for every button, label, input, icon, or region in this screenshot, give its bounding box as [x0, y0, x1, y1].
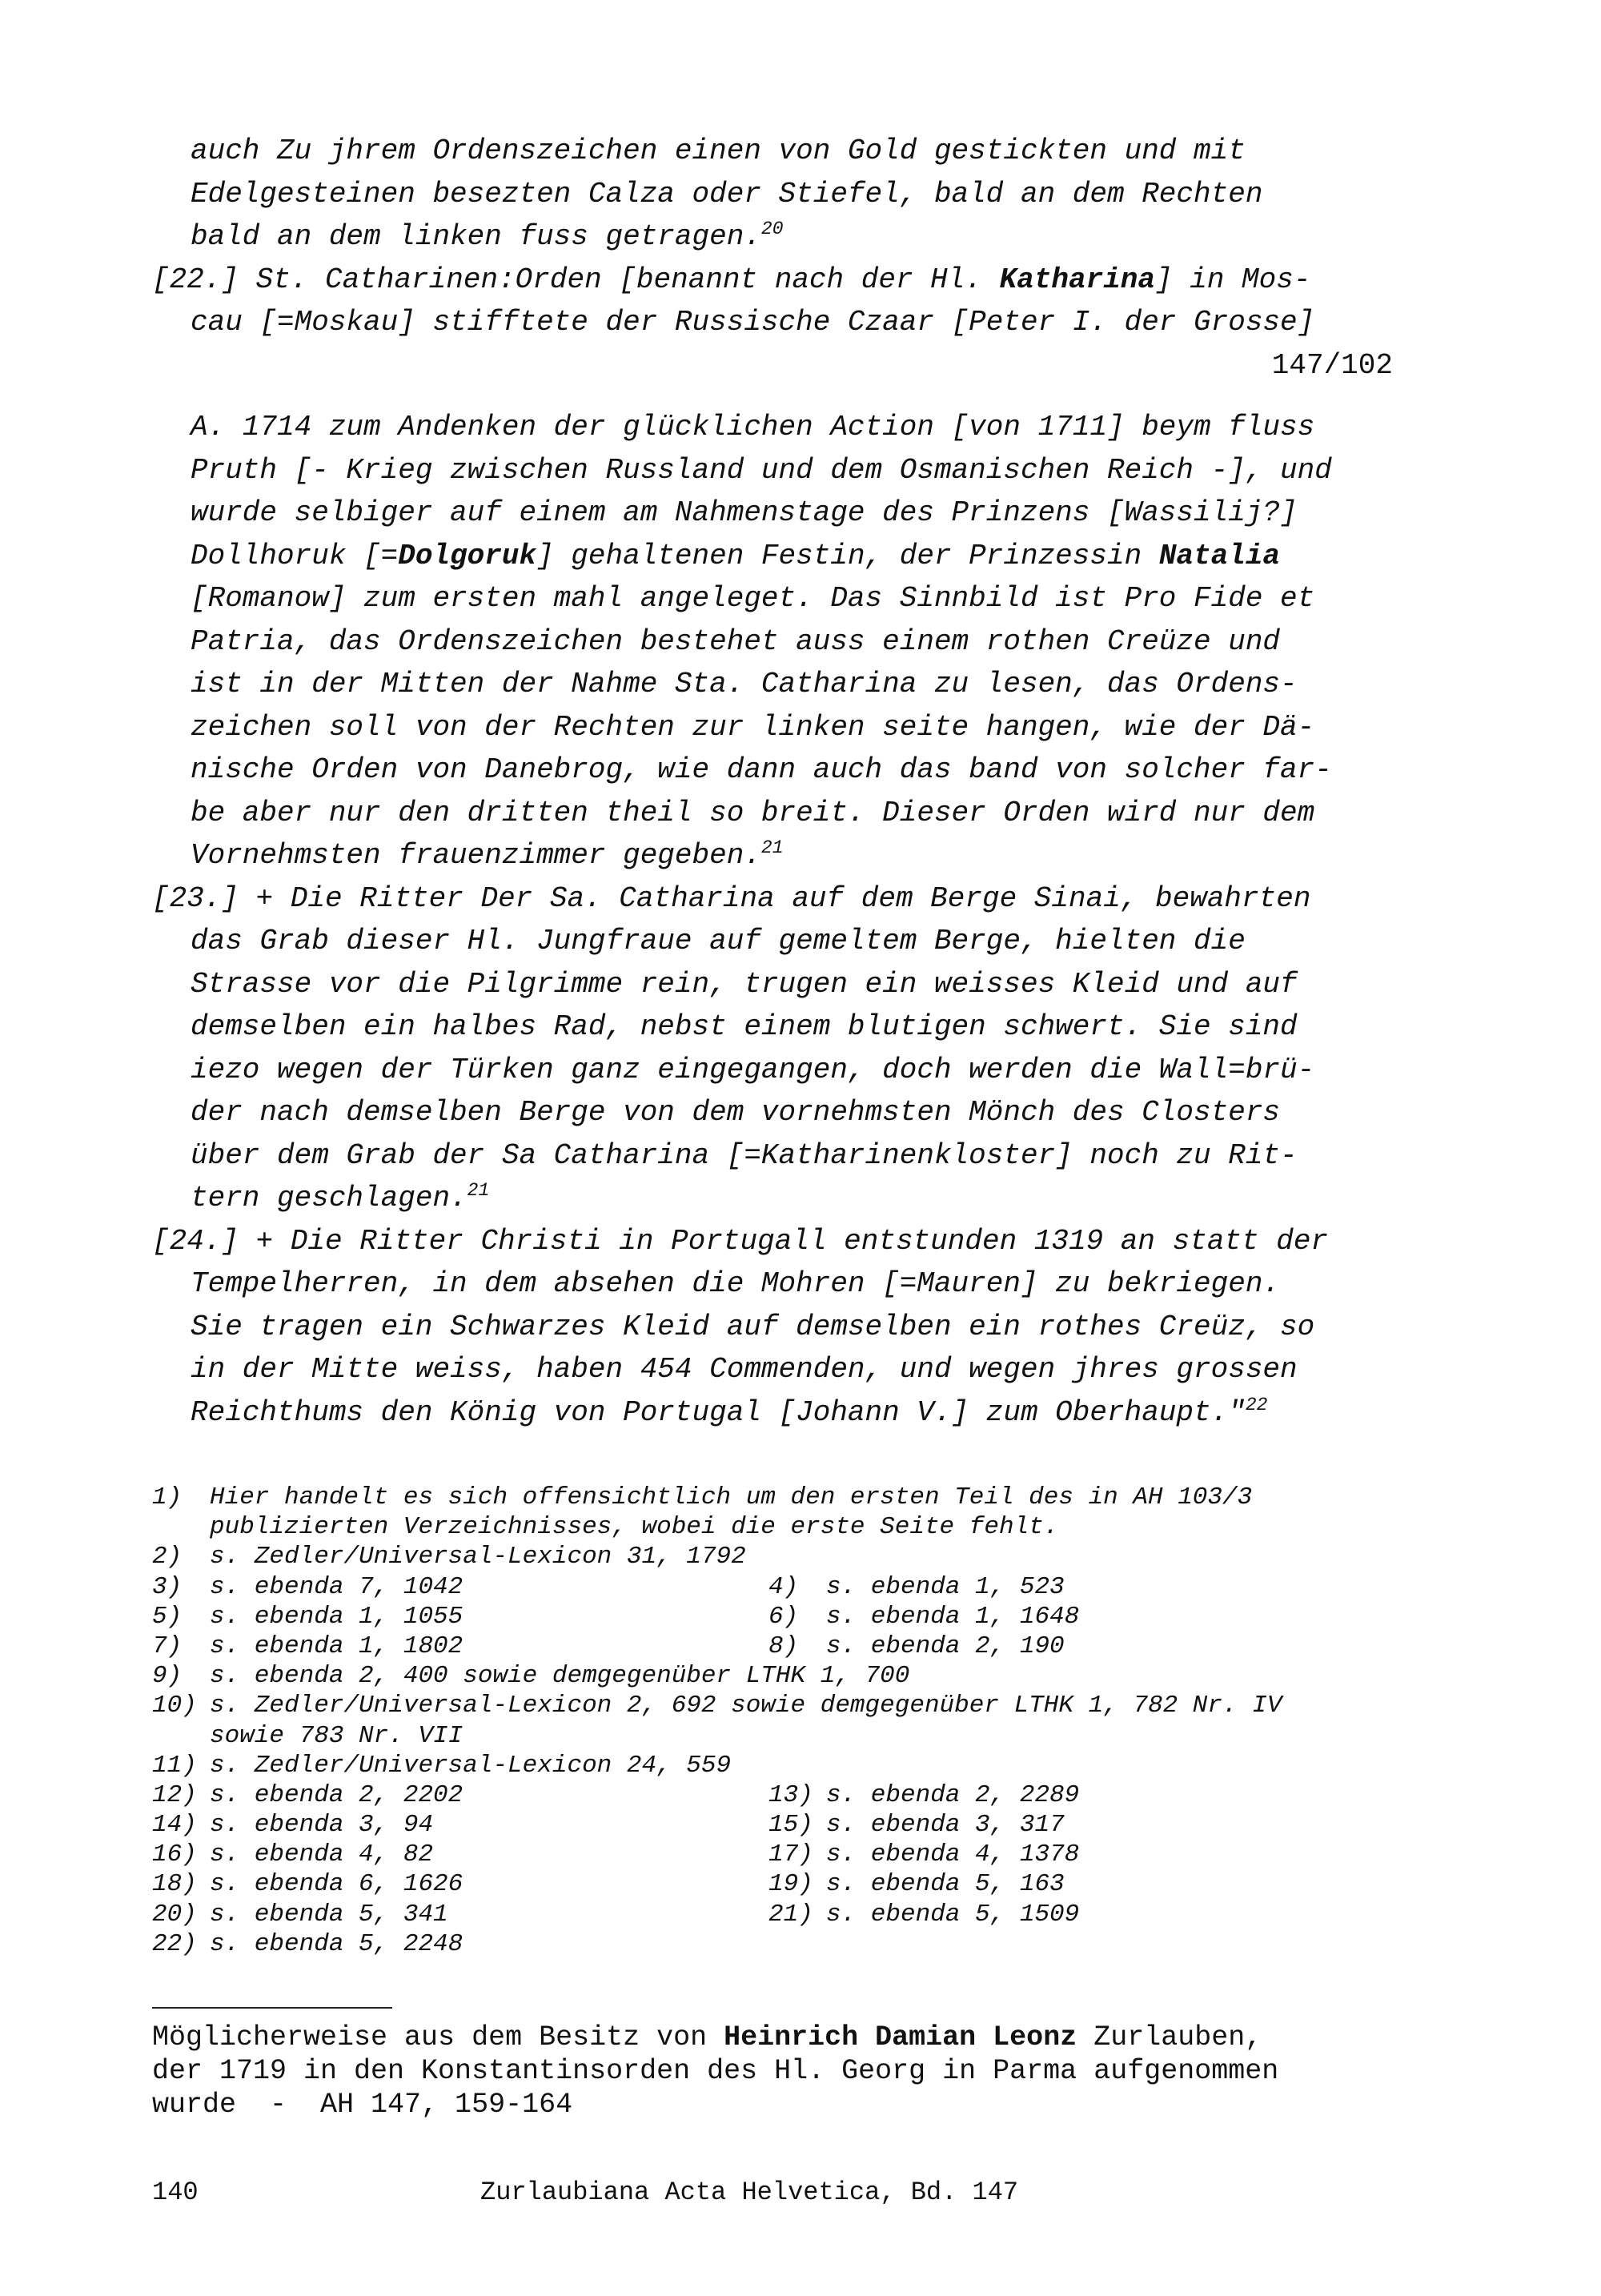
text-line: Patria, das Ordenszeichen bestehet auss einem rothen Creüze und: [191, 624, 1281, 658]
footnote-text: s. ebenda 5, 163: [826, 1870, 1065, 1899]
footnote-number: 9): [152, 1662, 183, 1691]
text-line: zeichen soll von der Rechten zur linken seite hangen, wie der Dä-: [191, 710, 1315, 744]
footnote-cell: [768, 1869, 1385, 1899]
name-katharina: Katharina: [999, 263, 1156, 296]
text-line: ist in der Mitten der Nahme Sta. Catharina zu lesen, das Ordens-: [191, 668, 1298, 700]
footnote-cell: [768, 1572, 1385, 1602]
footnote-cell: [768, 1810, 1385, 1840]
footnote-text: s. ebenda 5, 341: [210, 1900, 448, 1929]
footnote-list: [152, 1483, 1393, 1959]
text-span: Zurlauben,: [1077, 2021, 1262, 2053]
footnote-cell: [152, 1780, 768, 1810]
footnote-number: 3): [152, 1572, 183, 1601]
footnote-text: s. ebenda 2, 2289: [826, 1780, 1080, 1809]
note-line: wurde - AH 147, 159-164: [152, 2089, 573, 2121]
text-span: tern geschlagen.: [191, 1182, 467, 1214]
text-span: Möglicherweise aus dem Besitz von: [152, 2021, 724, 2053]
footnote-text: s. ebenda 1, 1648: [826, 1602, 1080, 1631]
text-line: [152, 1177, 1393, 1220]
text-line: wurde selbiger auf einem am Nahmenstage des Prinzens [Wassilij?]: [191, 496, 1298, 529]
footnote-ref: 22: [1245, 1394, 1268, 1415]
entry-23-heading: [23.] + Die Ritter Der Sa. Catharina auf dem Berge Sinai, bewahrten: [152, 881, 1311, 915]
footnote-number: 21): [768, 1900, 813, 1929]
footnote-row: [152, 1900, 1393, 1929]
footnote-cell: [768, 1900, 1385, 1929]
footnote-row: [152, 1810, 1393, 1840]
text-line: über dem Grab der Sa Catharina [=Katharinenkloster] noch zu Rit-: [191, 1138, 1298, 1172]
text-line: [152, 215, 1393, 259]
footnote-row: [152, 1512, 1393, 1542]
spacer: [152, 387, 1393, 406]
text-line: Sie tragen ein Schwarzes Kleid auf demselben ein rothes Creüz, so: [191, 1310, 1315, 1343]
text-line: iezo wegen der Türken ganz eingegangen, doch werden die Wall=brü-: [191, 1053, 1315, 1086]
footnote-cell: [152, 1602, 768, 1632]
text-line: [Romanow] zum ersten mahl angeleget. Das Sinnbild ist Pro Fide et: [191, 582, 1315, 615]
footnote-row: [152, 1721, 1393, 1751]
footnote-number: 19): [768, 1870, 813, 1899]
text-line: demselben ein halbes Rad, nebst einem blutigen schwert. Sie sind: [191, 1010, 1298, 1043]
text-span: bald an dem linken fuss getragen.: [191, 220, 761, 253]
footnote-text: s. Zedler/Universal-Lexicon 2, 692 sowie demgegenüber LTHK 1, 782 Nr. IV: [210, 1692, 1282, 1720]
text-line: cau [=Moskau] stifftete der Russische Czaar [Peter I. der Grosse]: [191, 306, 1315, 339]
footnote-ref: 21: [760, 837, 784, 858]
footnote-number: 13): [768, 1780, 813, 1809]
footnote-text: s. ebenda 2, 2202: [210, 1780, 463, 1809]
footnote-row: [152, 1542, 1393, 1571]
footnote-text: s. ebenda 3, 317: [826, 1811, 1065, 1840]
entry-22-heading: [152, 259, 1393, 302]
text-line: [152, 535, 1393, 578]
footnote-number: 17): [768, 1840, 813, 1869]
footnote-row: [152, 1869, 1393, 1899]
text-span: [22.] St. Catharinen:Orden [benannt nach der Hl.: [152, 263, 1000, 296]
text-line: der nach demselben Berge von dem vornehmsten Mönch des Closters: [191, 1096, 1281, 1129]
name-dolgoruk: Dolgoruk: [398, 539, 537, 572]
footnote-row: [152, 1751, 1393, 1780]
footnote-separator: [152, 2007, 392, 2009]
footnote-text: s. ebenda 2, 400 sowie demgegenüber LTHK 1, 700: [210, 1662, 910, 1691]
footnote-number: 20): [152, 1900, 197, 1929]
text-line: nische Orden von Danebrog, wie dann auch das band von solcher far-: [191, 753, 1332, 786]
editorial-note: [152, 2021, 1401, 2121]
footnote-row: [152, 1691, 1393, 1720]
footnote-text: s. ebenda 4, 1378: [826, 1840, 1080, 1869]
footnote-row: [152, 1602, 1393, 1632]
footnote-ref: 20: [760, 219, 784, 239]
footnote-number: 10): [152, 1692, 197, 1720]
footnote-number: 7): [152, 1632, 183, 1660]
footnote-number: 18): [152, 1870, 197, 1899]
text-span: Reichthums den König von Portugal [Johann V.] zum Oberhaupt.": [191, 1395, 1246, 1429]
footnote-cell: [152, 1869, 768, 1899]
footnote-row: [152, 1632, 1393, 1661]
entry-24-heading: [24.] + Die Ritter Christi in Portugall entstunden 1319 an statt der: [152, 1224, 1329, 1258]
footnote-cell: [768, 1632, 1385, 1661]
footnote-number: 6): [768, 1602, 799, 1631]
text-line: Edelgesteinen besezten Calza oder Stiefel, bald an dem Rechten: [191, 177, 1263, 211]
text-line: Strasse vor die Pilgrimme rein, trugen ein weisses Kleid und auf: [191, 967, 1298, 1001]
footnote-number-spacer: [152, 1721, 210, 1751]
footnote-text: s. ebenda 5, 2248: [210, 1929, 463, 1958]
footnote-row: [152, 1572, 1393, 1602]
footnote-text: s. Zedler/Universal-Lexicon 31, 1792: [210, 1543, 746, 1571]
footnote-cell: [152, 1632, 768, 1661]
footnote-text: sowie 783 Nr. VII: [210, 1721, 463, 1750]
text-line: das Grab dieser Hl. Jungfraue auf gemeltem Berge, hielten die: [191, 925, 1246, 957]
footnote-text: s. ebenda 5, 1509: [826, 1900, 1080, 1929]
footnote-cell: [152, 1572, 768, 1602]
footnote-text: s. ebenda 1, 1802: [210, 1632, 463, 1660]
page-reference: 147/102: [1271, 348, 1393, 382]
name-natalia: Natalia: [1158, 539, 1281, 572]
footnote-number-spacer: [152, 1512, 210, 1542]
page-number: 140: [152, 2178, 199, 2207]
footnote-cell: [768, 1840, 1385, 1869]
text-line: Tempelherren, in dem absehen die Mohren [=Mauren] zu bekriegen.: [191, 1267, 1281, 1300]
text-line: be aber nur den dritten theil so breit. Dieser Orden wird nur dem: [191, 796, 1315, 829]
footnote-text: s. ebenda 3, 94: [210, 1811, 434, 1840]
footnote-text: s. Zedler/Universal-Lexicon 24, 559: [210, 1751, 732, 1780]
text-line: A. 1714 zum Andenken der glücklichen Action [von 1711] beym fluss: [191, 411, 1315, 444]
journal-title: Zurlaubiana Acta Helvetica, Bd. 147: [480, 2178, 1019, 2207]
footnote-number: 11): [152, 1751, 197, 1780]
footnote-cell: [768, 1602, 1385, 1632]
footnote-text: s. ebenda 7, 1042: [210, 1572, 463, 1601]
footnote-number: 14): [152, 1811, 197, 1840]
text-span: ] gehaltenen Festin, der Prinzessin: [536, 539, 1159, 572]
footnote-row: [152, 1780, 1393, 1810]
footnote-ref: 21: [467, 1180, 490, 1201]
text-line: in der Mitte weiss, haben 454 Commenden, und wegen jhres grossen: [191, 1353, 1298, 1386]
note-line: [152, 2021, 1401, 2054]
footnote-text: s. ebenda 2, 190: [826, 1632, 1065, 1660]
main-text: [152, 130, 1393, 1434]
footnote-text: publizierten Verzeichnisses, wobei die erste Seite fehlt.: [210, 1513, 1059, 1542]
footnote-number: 15): [768, 1811, 813, 1840]
footnote-row: [152, 1483, 1393, 1512]
footnote-text: s. ebenda 6, 1626: [210, 1870, 463, 1899]
text-line: Pruth [- Krieg zwischen Russland und dem Osmanischen Reich -], und: [191, 453, 1332, 487]
text-line: [152, 1391, 1393, 1435]
footnote-number: 2): [152, 1543, 183, 1571]
text-line: auch Zu jhrem Ordenszeichen einen von Gold gestickten und mit: [191, 134, 1246, 167]
note-line: der 1719 in den Konstantinsorden des Hl. Georg in Parma aufgenommen: [152, 2055, 1279, 2087]
footnote-number: 12): [152, 1780, 197, 1809]
footnote-number: 4): [768, 1572, 799, 1601]
footnote-number: 5): [152, 1602, 183, 1631]
footnote-number: 22): [152, 1929, 197, 1958]
footnote-cell: [152, 1810, 768, 1840]
footnote-text: s. ebenda 1, 1055: [210, 1602, 463, 1631]
text-span: Vornehmsten frauenzimmer gegeben.: [191, 839, 761, 872]
footnote-row: [152, 1929, 1393, 1959]
page-footer: [152, 2178, 1401, 2296]
footnote-number: 8): [768, 1632, 799, 1660]
footnote-number: 16): [152, 1840, 197, 1869]
footnote-cell: [152, 1840, 768, 1869]
footnote-row: [152, 1840, 1393, 1869]
footnote-cell: [152, 1900, 768, 1929]
text-line: [152, 834, 1393, 877]
name-heinrich-damian-leonz: Heinrich Damian Leonz: [724, 2021, 1077, 2053]
footnote-row: [152, 1661, 1393, 1691]
text-span: ] in Mos-: [1155, 263, 1311, 296]
footnote-text: Hier handelt es sich offensichtlich um den ersten Teil des in AH 103/3: [210, 1483, 1253, 1511]
footnote-text: s. ebenda 1, 523: [826, 1572, 1065, 1601]
footnote-number: 1): [152, 1483, 183, 1511]
footnote-text: s. ebenda 4, 82: [210, 1840, 434, 1869]
text-span: Dollhoruk [=: [191, 539, 399, 572]
footnote-cell: [768, 1780, 1385, 1810]
